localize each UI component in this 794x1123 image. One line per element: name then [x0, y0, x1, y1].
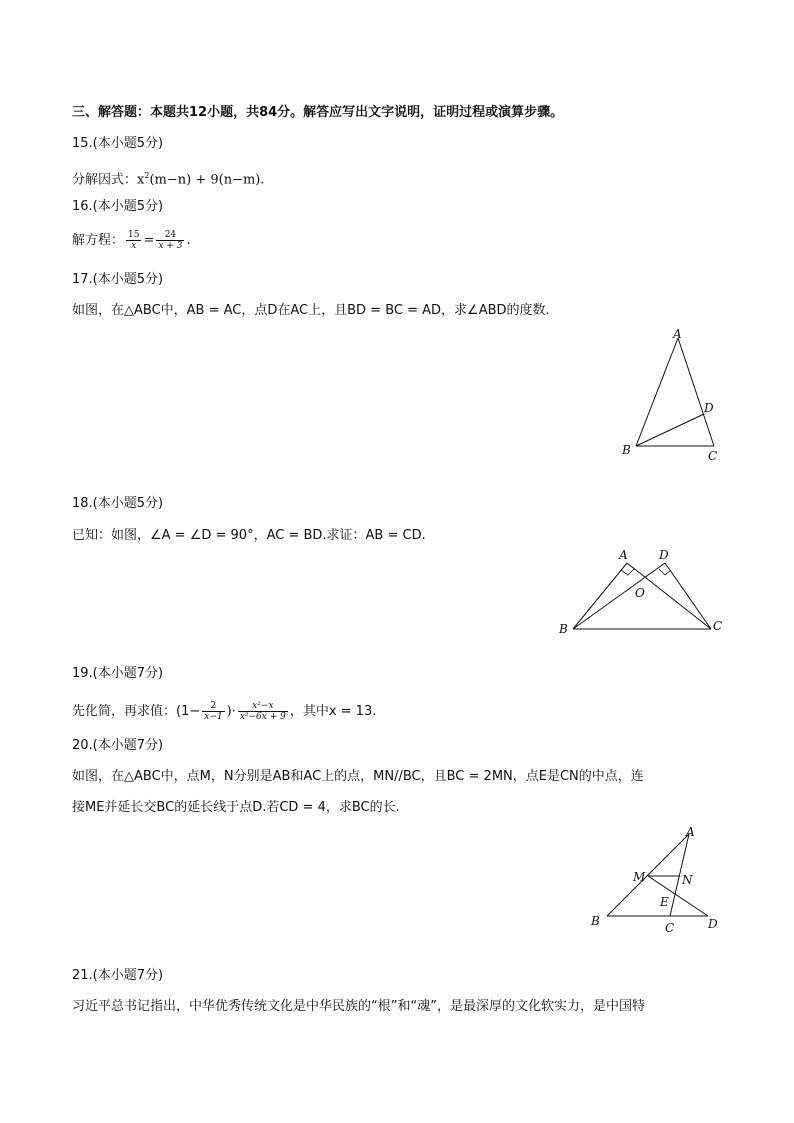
q19-f1-num: 2	[202, 701, 224, 712]
q17-point-c: C	[708, 449, 718, 463]
q20-text-1: 如图，在△ABC中，点M，N分别是AB和AC上的点，MN//BC，且BC = 2MN，点E是CN的中点，连	[72, 769, 644, 784]
q16-lhs-den: x	[131, 241, 137, 251]
q15-expr-b: (m−n) + 9(n−m).	[149, 172, 265, 188]
q16-lhs-fraction	[126, 230, 141, 251]
q20-point-c: C	[665, 921, 675, 935]
q20-point-m: M	[633, 870, 646, 884]
q16-body	[72, 230, 191, 251]
q16-prefix: 解方程：	[72, 233, 125, 248]
q17-point-a: A	[673, 327, 682, 341]
q17-text: 如图，在△ABC中，AB = AC，点D在AC上，且BD = BC = AD，求∠ABD的度数.	[72, 303, 550, 318]
q19-f1-den: x−1	[204, 712, 223, 722]
q16-rhs-fraction	[156, 230, 184, 251]
q16-end: .	[186, 233, 191, 248]
q20-point-a: A	[686, 825, 695, 839]
q19-suffix: ，其中x = 13.	[289, 704, 377, 719]
q18-text: 已知：如图，∠A = ∠D = 90°，AC = BD.求证：AB = CD.	[72, 528, 426, 543]
q20-point-d: D	[708, 917, 718, 931]
q21-label: 21.(本小题7分)	[72, 968, 164, 983]
q19-mid: )·	[226, 704, 236, 719]
q21-text-1: 习近平总书记指出，中华优秀传统文化是中华民族的“根”和“魂”，是最深厚的文化软实力，是中国特	[72, 999, 645, 1014]
q18-right-angle-a	[621, 569, 634, 575]
q18-point-b: B	[559, 622, 568, 636]
q15-label: 15.(本小题5分)	[72, 136, 164, 151]
q19-fraction-2	[238, 701, 288, 722]
q20-point-n: N	[682, 873, 693, 887]
q15-body	[72, 167, 265, 189]
q16-lhs-num: 15	[128, 230, 140, 240]
section-header: 三、解答题：本题共12小题，共84分。解答应写出文字说明，证明过程或演算步骤。	[72, 105, 564, 120]
q18-segment-dc	[665, 563, 711, 629]
q20-label: 20.(本小题7分)	[72, 738, 164, 753]
q18-figure	[555, 545, 730, 640]
q17-side-ac	[678, 338, 714, 446]
q16-eq: =	[143, 233, 155, 248]
q19-prefix: 先化简，再求值：(1−	[72, 704, 201, 719]
q20-figure	[585, 822, 725, 937]
q18-point-a: A	[619, 548, 628, 562]
q16-rhs-num: 24	[156, 230, 184, 241]
q18-point-o: O	[635, 586, 645, 600]
q20-text-2: 接ME并延长交BC的延长线于点D.若CD = 4，求BC的长.	[72, 800, 400, 815]
q19-fraction-1	[202, 701, 224, 722]
q15-exp: 2	[144, 171, 150, 180]
q15-expr-a: x	[137, 172, 145, 188]
q19-body	[72, 701, 376, 722]
q15-prefix: 分解因式：	[72, 172, 138, 188]
q19-label: 19.(本小题7分)	[72, 666, 164, 681]
q20-point-b: B	[591, 914, 600, 928]
q16-label: 16.(本小题5分)	[72, 199, 164, 214]
q20-point-e: E	[660, 895, 669, 909]
q17-point-b: B	[622, 443, 631, 457]
q17-side-ab	[636, 338, 678, 446]
q18-label: 18.(本小题5分)	[72, 496, 164, 511]
q17-label: 17.(本小题5分)	[72, 272, 164, 287]
q17-figure	[600, 322, 740, 467]
q19-f2-num: x²−x	[238, 701, 288, 712]
q20-side-ab	[607, 834, 689, 916]
q17-point-d: D	[704, 401, 714, 415]
q18-point-d: D	[659, 548, 669, 562]
q16-rhs-den: x + 3	[158, 241, 183, 251]
q18-point-c: C	[713, 619, 723, 633]
q19-f2-den: x²−6x + 9	[239, 712, 286, 722]
